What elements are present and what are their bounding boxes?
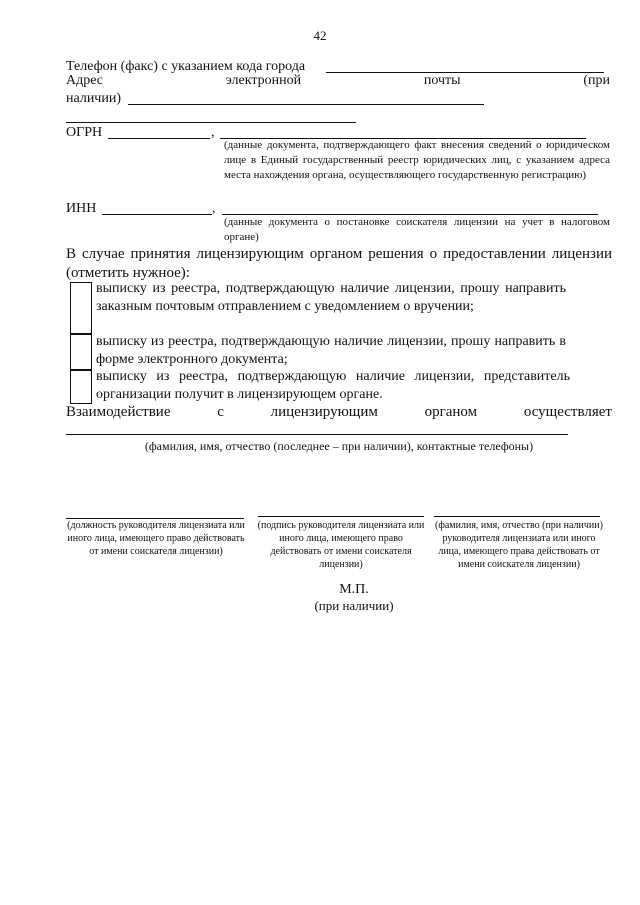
email-label-row <box>66 72 610 89</box>
stamp-label: М.П. <box>339 582 369 597</box>
interaction-word-5: осуществляет <box>523 404 612 420</box>
email-field[interactable] <box>128 104 484 105</box>
decision-intro: В случае принятия лицензирующим органом решения о предоставлении лицензии (отметить нужное): <box>66 246 612 281</box>
contact-person-field[interactable] <box>66 434 568 435</box>
email-word-2: электронной <box>225 73 302 88</box>
interaction-word-1: Взаимодействие <box>66 404 171 420</box>
fullname-signature-line[interactable] <box>434 516 600 517</box>
ogrn-number-field[interactable] <box>108 138 210 139</box>
signature-caption: (подпись руководителя лицензиата или иного лица, имеющего право действовать от имени соискателя лицензии) <box>257 520 425 570</box>
inn-label: ИНН <box>66 201 97 216</box>
option-1-text: выписку из реестра, подтверждающую наличие лицензии, прошу направить заказным почтовым отправлением с уведомлением о вручении; <box>96 281 566 314</box>
option-3-checkbox[interactable] <box>70 370 92 404</box>
email-word-4: (при <box>583 73 610 88</box>
position-caption: (должность руководителя лицензиата или иного лица, имеющего право действовать от имени соискателя лицензии) <box>67 520 245 557</box>
interaction-word-3: лицензирующим <box>270 404 378 420</box>
interaction-word-4: органом <box>424 404 478 420</box>
inn-comma: , <box>212 201 216 216</box>
ogrn-comma: , <box>211 125 215 140</box>
email-word-3: почты <box>423 73 461 88</box>
page-number: 42 <box>313 28 327 43</box>
signature-line[interactable] <box>258 516 424 517</box>
option-2-text: выписку из реестра, подтверждающую наличие лицензии, прошу направить в форме электронного документа; <box>96 334 566 367</box>
interaction-label-row <box>66 404 612 421</box>
email-word-1: Адрес <box>66 73 104 88</box>
fullname-caption: (фамилия, имя, отчество (при наличии) руководителя лицензиата или иного лица, имеющего права действовать от имени соискателя лицензии) <box>435 520 603 570</box>
option-3-text: выписку из реестра, подтверждающую наличие лицензии, представитель организации получит в лицензирующем органе. <box>96 369 570 402</box>
stamp-note: (при наличии) <box>314 598 394 613</box>
email-continuation: наличии) <box>66 91 121 106</box>
interaction-word-2: с <box>217 404 224 420</box>
ogrn-label: ОГРН <box>66 125 103 140</box>
extra-field-line[interactable] <box>66 122 356 123</box>
inn-note: (данные документа о постановке соискателя лицензии на учет в налоговом органе) <box>224 216 610 243</box>
ogrn-note: (данные документа, подтверждающего факт внесения сведений о юридическом лице в Единый государственный реестр юридических лиц, с указанием адреса места нахождения органа, осуществляющего государственную регистрацию) <box>224 139 610 181</box>
phone-label: Телефон (факс) с указанием кода города <box>66 59 306 74</box>
option-2-checkbox[interactable] <box>70 334 92 370</box>
option-1-checkbox[interactable] <box>70 282 92 334</box>
contact-person-caption: (фамилия, имя, отчество (последнее – при наличии), контактные телефоны) <box>144 439 534 453</box>
inn-number-field[interactable] <box>102 214 212 215</box>
